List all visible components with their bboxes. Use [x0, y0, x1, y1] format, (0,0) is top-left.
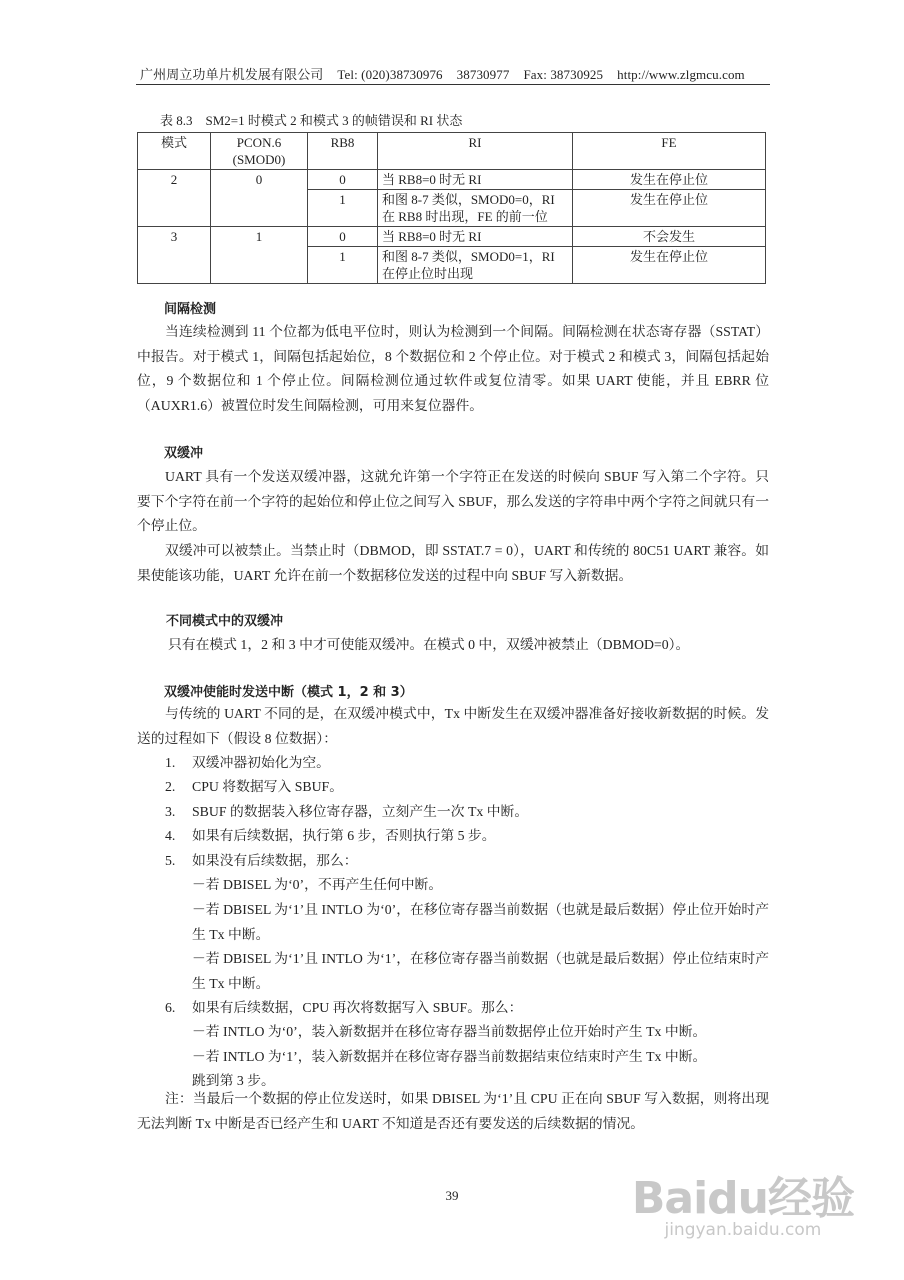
- paragraph: 只有在模式 1，2 和 3 中才可使能双缓冲。在模式 0 中，双缓冲被禁止（DBMOD=0）。: [168, 637, 690, 652]
- list-item: [165, 800, 769, 825]
- tel2: 38730977: [456, 67, 510, 82]
- col-header: RB8: [308, 133, 378, 170]
- col-header-line: (SMOD0): [232, 152, 286, 167]
- table-row: [138, 170, 766, 190]
- watermark-url: jingyan.baidu.com: [664, 1220, 822, 1240]
- sub-item: －若 INTLO 为‘1’，装入新数据并在移位寄存器当前数据结束位结束时产生 Tx 中断。: [192, 1049, 707, 1064]
- list-number: 2.: [165, 779, 176, 794]
- table-header-row: [138, 133, 766, 170]
- sub-item: －若 DBISEL 为‘1’且 INTLO 为‘1’，在移位寄存器当前数据（也就是最后数据）停止位结束时产生 Tx 中断。: [192, 951, 769, 991]
- list-number: 4.: [165, 828, 176, 843]
- section-heading: 双缓冲使能时发送中断（模式 1，2 和 3）: [164, 685, 413, 700]
- section-heading: 间隔检测: [164, 302, 217, 317]
- section-heading: 双缓冲: [164, 446, 204, 461]
- cell-mode: 3: [138, 227, 211, 284]
- list-item: [165, 849, 769, 874]
- paragraph: 与传统的 UART 不同的是，在双缓冲模式中，Tx 中断发生在双缓冲器准备好接收新数据的时候。发送的过程如下（假设 8 位数据）：: [137, 706, 769, 746]
- list-text: SBUF 的数据装入移位寄存器，立刻产生一次 Tx 中断。: [192, 804, 529, 819]
- note-paragraph: 注：当最后一个数据的停止位发送时，如果 DBISEL 为‘1’且 CPU 正在向 SBUF 写入数据，则将出现无法判断 Tx 中断是否已经产生和 UART 不知道是否还有要发送的后续数据的情况。: [137, 1091, 769, 1131]
- page-number: 39: [445, 1188, 459, 1203]
- cell-rb8: 1: [308, 190, 378, 227]
- sub-item: －若 DBISEL 为‘1’且 INTLO 为‘0’，在移位寄存器当前数据（也就是最后数据）停止位开始时产生 Tx 中断。: [192, 902, 769, 942]
- cell-rb8: 0: [308, 227, 378, 247]
- page-header: [140, 64, 770, 83]
- baidu-jingyan-watermark: [632, 1162, 854, 1240]
- list-item: [165, 996, 769, 1021]
- cell-fe: 发生在停止位: [573, 170, 766, 190]
- cell-ri: 和图 8-7 类似，SMOD0=0，RI 在 RB8 时出现，FE 的前一位: [378, 190, 573, 227]
- paragraph: 当连续检测到 11 个位都为低电平位时，则认为检测到一个间隔。间隔检测在状态寄存器（SSTAT）中报告。对于模式 1，间隔包括起始位，8 个数据位和 2 个停止位。对于模式 2 和模式 3，间隔包括起始位，9 个数据位和 1 个停止位。间隔检测位通过软件或复位清零。如果 UART 使能，并且 EBRR 位（AUXR1.6）被置位时发生间隔检测，可用来复位器件。: [137, 324, 769, 413]
- cell-rb8: 0: [308, 170, 378, 190]
- cell-mode: 2: [138, 170, 211, 227]
- list-item: [165, 824, 769, 849]
- tel: Tel: (020)38730976: [337, 67, 443, 82]
- header-rule: [136, 84, 770, 85]
- cell-fe: 不会发生: [573, 227, 766, 247]
- list-item: [165, 751, 769, 776]
- list-text: 如果有后续数据，执行第 6 步，否则执行第 5 步。: [192, 828, 496, 843]
- list-number: 1.: [165, 755, 176, 770]
- cell-fe: 发生在停止位: [573, 190, 766, 227]
- fax: Fax: 38730925: [523, 67, 604, 82]
- sub-item: －若 INTLO 为‘0’，装入新数据并在移位寄存器当前数据停止位开始时产生 Tx 中断。: [192, 1024, 707, 1039]
- cell-fe: 发生在停止位: [573, 247, 766, 284]
- sub-item: 跳到第 3 步。: [192, 1073, 275, 1088]
- list-text: 如果有后续数据，CPU 再次将数据写入 SBUF。那么：: [192, 1000, 523, 1015]
- cell-pcon: 0: [211, 170, 308, 227]
- col-header: [211, 133, 308, 170]
- list-number: 3.: [165, 804, 176, 819]
- watermark-logo: Baidu经验: [631, 1173, 854, 1224]
- cell-ri: 和图 8-7 类似，SMOD0=1，RI 在停止位时出现: [378, 247, 573, 284]
- list-text: CPU 将数据写入 SBUF。: [192, 779, 344, 794]
- col-header-line: PCON.6: [236, 135, 282, 150]
- list-text: 如果没有后续数据，那么：: [192, 853, 358, 868]
- cell-ri: 当 RB8=0 时无 RI: [378, 227, 573, 247]
- frame-error-table: [137, 132, 766, 284]
- table-caption: 表 8.3 SM2=1 时模式 2 和模式 3 的帧错误和 RI 状态: [160, 113, 463, 128]
- col-header: 模式: [138, 133, 211, 170]
- website-url: http://www.zlgmcu.com: [617, 67, 745, 82]
- sub-item: －若 DBISEL 为‘0’，不再产生任何中断。: [192, 877, 443, 892]
- cell-pcon: 1: [211, 227, 308, 284]
- company-name: 广州周立功单片机发展有限公司: [140, 67, 324, 82]
- paragraph: UART 具有一个发送双缓冲器，这就允许第一个字符正在发送的时候向 SBUF 写入第二个字符。只要下个字符在前一个字符的起始位和停止位之间写入 SBUF，那么发送的字符串中两个字符之间就只有一个停止位。: [137, 469, 769, 533]
- list-number: 6.: [165, 1000, 176, 1015]
- paragraph: 双缓冲可以被禁止。当禁止时（DBMOD，即 SSTAT.7 = 0），UART 和传统的 80C51 UART 兼容。如果使能该功能，UART 允许在前一个数据移位发送的过程中向 SBUF 写入新数据。: [137, 543, 769, 583]
- list-text: 双缓冲器初始化为空。: [192, 755, 330, 770]
- col-header: RI: [378, 133, 573, 170]
- col-header: FE: [573, 133, 766, 170]
- section-heading: 不同模式中的双缓冲: [166, 614, 284, 629]
- cell-ri: 当 RB8=0 时无 RI: [378, 170, 573, 190]
- list-number: 5.: [165, 853, 176, 868]
- cell-rb8: 1: [308, 247, 378, 284]
- list-item: [165, 775, 769, 800]
- table-row: [138, 227, 766, 247]
